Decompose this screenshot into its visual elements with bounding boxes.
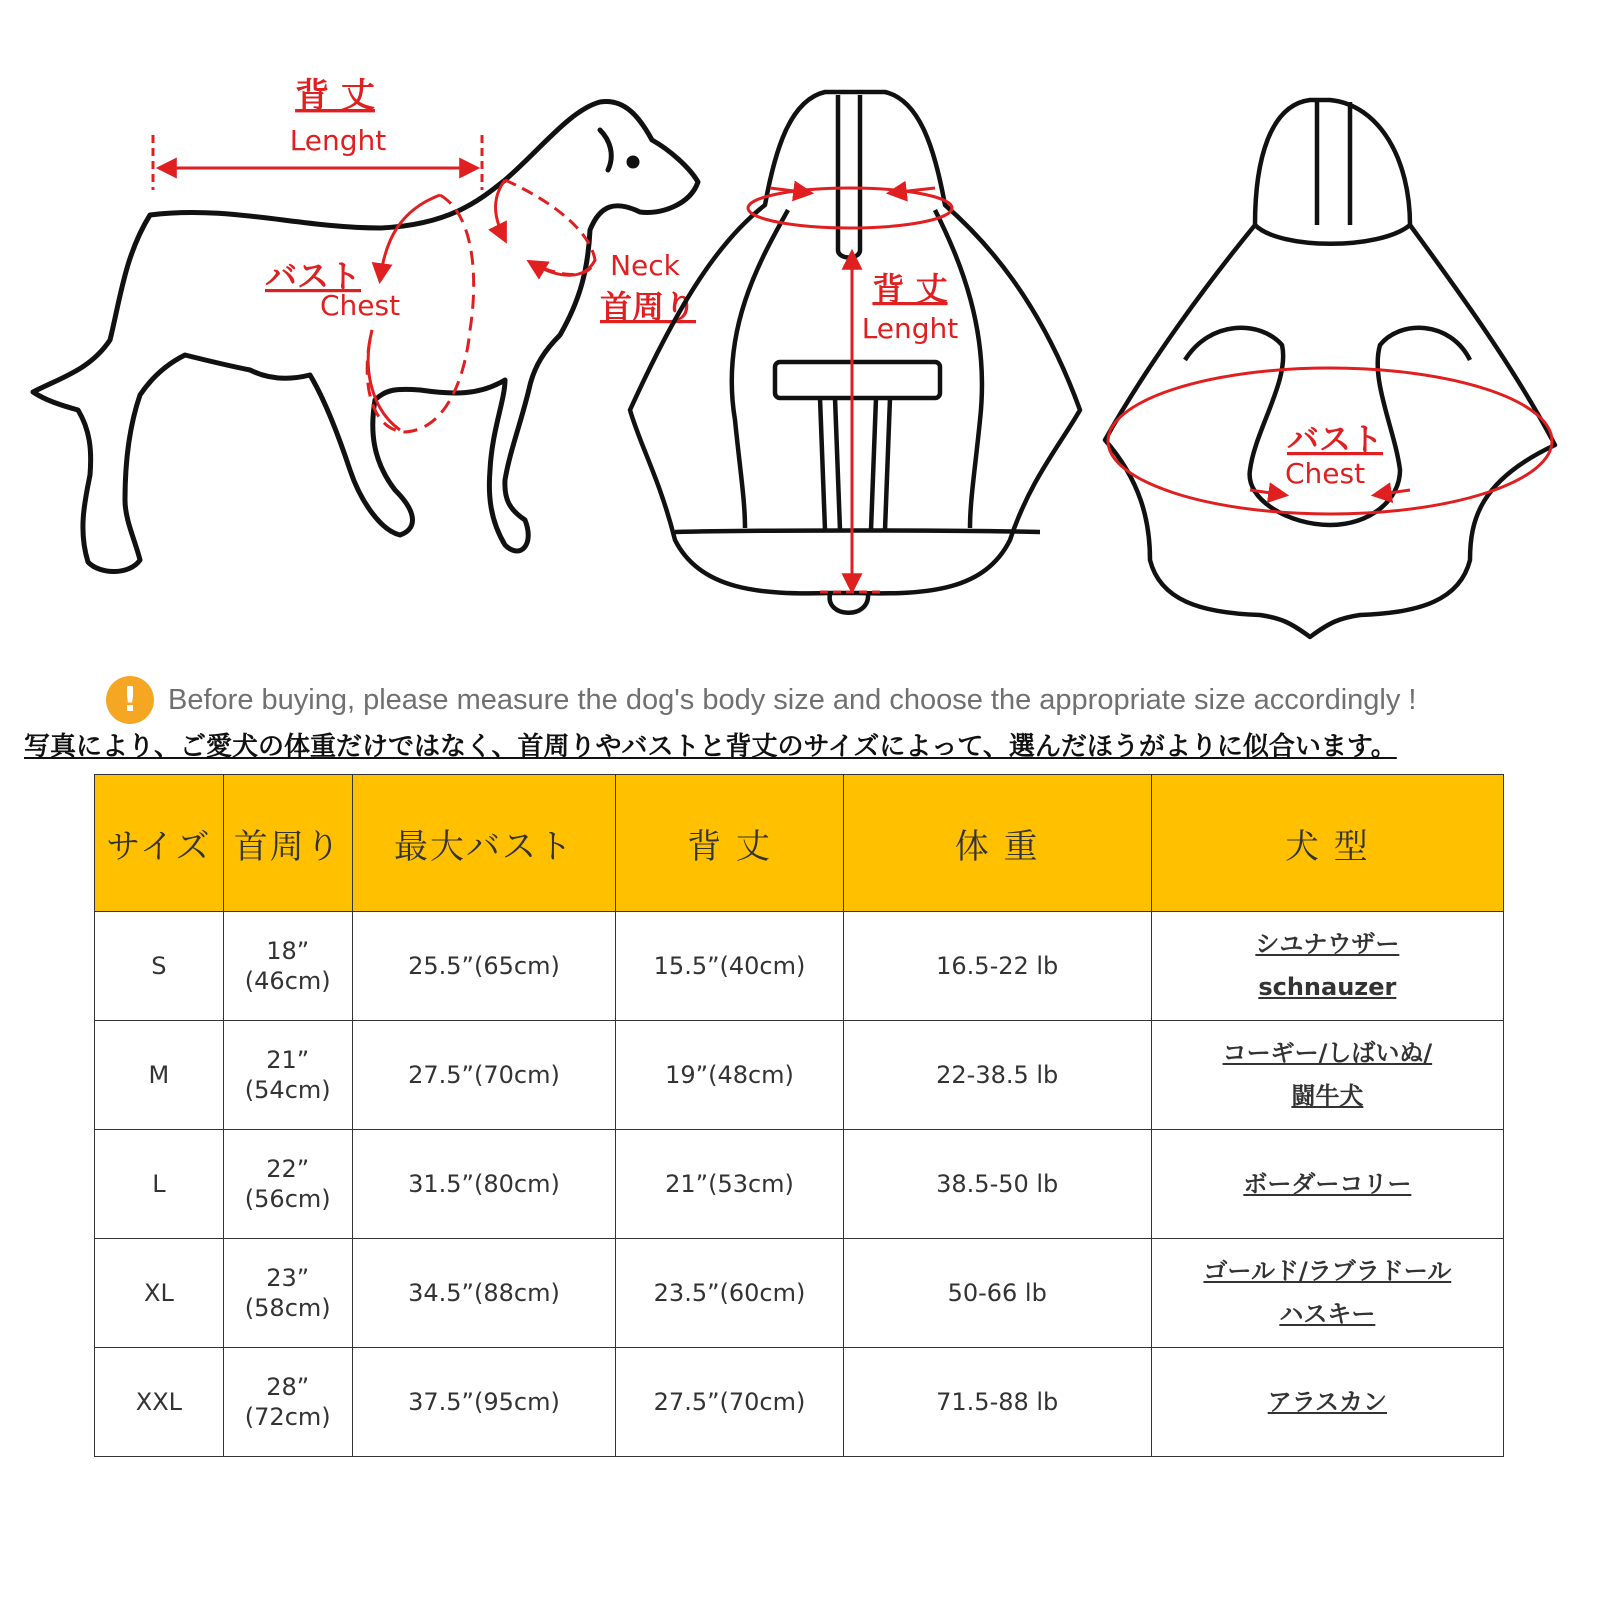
table-header-row (95, 775, 1504, 912)
breed-line-1: コーギー/しばいぬ/ (1222, 1039, 1433, 1067)
length-cell: 19”(48cm) (616, 1021, 843, 1130)
header-length: 背 丈 (616, 775, 843, 912)
chest-cell: 27.5”(70cm) (352, 1021, 616, 1130)
breed-line-1: ボーダーコリー (1243, 1169, 1412, 1198)
dog-length-jp-label: 背 丈 (295, 76, 375, 116)
header-size: サイズ (95, 775, 224, 912)
breed-cell (1151, 1348, 1503, 1457)
table-row (95, 1130, 1504, 1239)
coat-chest-jp-label: バスト (1286, 420, 1384, 458)
dog-neck-en-label: Neck (610, 249, 680, 282)
neck-cell (223, 1130, 352, 1239)
breed-cell (1151, 912, 1503, 1021)
chest-cell: 25.5”(65cm) (352, 912, 616, 1021)
dog-outline-icon (33, 101, 698, 571)
breed-cell (1151, 1239, 1503, 1348)
size-cell: XXL (95, 1348, 224, 1457)
notice-text: Before buying, please measure the dog's body size and choose the appropriate size accordingly ! (168, 683, 1417, 716)
header-neck: 首周り (223, 775, 352, 912)
neck-cell (223, 1021, 352, 1130)
japanese-note: 写真により、ご愛犬の体重だけではなく、首周りやバストと背丈のサイズによって、選んだほうがよりに似合います。 (24, 732, 1397, 762)
chest-cell: 31.5”(80cm) (352, 1130, 616, 1239)
table-row (95, 912, 1504, 1021)
coat-length-en-label: Lenght (861, 312, 959, 345)
breed-line-1: シユナウザー (1255, 930, 1400, 958)
weight-cell: 22-38.5 lb (843, 1021, 1151, 1130)
neck-cm: (56cm) (244, 1185, 331, 1213)
measurement-diagram (0, 0, 1600, 660)
weight-cell: 71.5-88 lb (843, 1348, 1151, 1457)
neck-inches: 22” (266, 1155, 310, 1183)
table-row (95, 1021, 1504, 1130)
size-cell: S (95, 912, 224, 1021)
header-weight: 体 重 (843, 775, 1151, 912)
coat-chest-en-label: Chest (1284, 457, 1366, 490)
length-cell: 23.5”(60cm) (616, 1239, 843, 1348)
dog-neck-jp-label: 首周り (599, 288, 697, 326)
breed-line-2: ハスキー (1279, 1300, 1376, 1328)
dog-chest-jp-label: バスト (264, 257, 362, 295)
weight-cell: 38.5-50 lb (843, 1130, 1151, 1239)
coat-back-view-icon (630, 92, 1080, 613)
header-breed: 犬 型 (1151, 775, 1503, 912)
length-cell: 27.5”(70cm) (616, 1348, 843, 1457)
coat-length-jp-label: 背 丈 (872, 270, 948, 308)
neck-inches: 21” (266, 1046, 310, 1074)
neck-cm: (46cm) (244, 967, 331, 995)
breed-line-2: 闘牛犬 (1291, 1082, 1364, 1110)
notice (106, 675, 1416, 725)
neck-cell (223, 1348, 352, 1457)
neck-inches: 28” (266, 1373, 310, 1401)
breed-line-2: schnauzer (1258, 973, 1397, 1001)
neck-cm: (72cm) (244, 1403, 331, 1431)
table-row (95, 1348, 1504, 1457)
length-cell: 21”(53cm) (616, 1130, 843, 1239)
neck-inches: 23” (266, 1264, 310, 1292)
neck-cell (223, 1239, 352, 1348)
neck-inches: 18” (266, 937, 310, 965)
dog-chest-en-label: Chest (319, 289, 401, 322)
breed-cell (1151, 1130, 1503, 1239)
length-cell: 15.5”(40cm) (616, 912, 843, 1021)
breed-line-1: アラスカン (1267, 1387, 1387, 1416)
header-chest: 最大バスト (352, 775, 616, 912)
neck-cm: (54cm) (244, 1076, 331, 1104)
neck-cell (223, 912, 352, 1021)
size-cell: M (95, 1021, 224, 1130)
breed-cell (1151, 1021, 1503, 1130)
size-cell: L (95, 1130, 224, 1239)
exclamation-icon: ! (106, 676, 154, 724)
chest-cell: 37.5”(95cm) (352, 1348, 616, 1457)
chest-cell: 34.5”(88cm) (352, 1239, 616, 1348)
neck-cm: (58cm) (244, 1294, 331, 1322)
table-row (95, 1239, 1504, 1348)
size-table (94, 774, 1504, 1457)
size-cell: XL (95, 1239, 224, 1348)
weight-cell: 16.5-22 lb (843, 912, 1151, 1021)
breed-line-1: ゴールド/ラブラドール (1203, 1257, 1452, 1285)
weight-cell: 50-66 lb (843, 1239, 1151, 1348)
dog-length-en-label: Lenght (289, 124, 387, 157)
